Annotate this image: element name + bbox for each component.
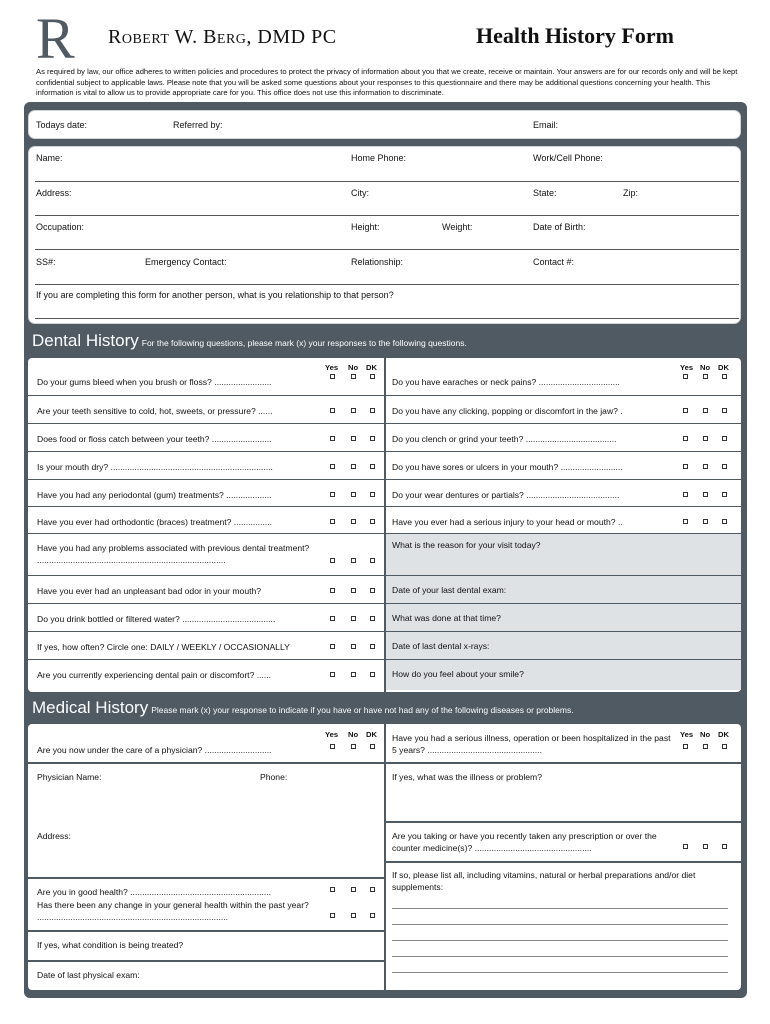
dob-label: Date of Birth: — [533, 222, 586, 232]
form-frame — [24, 102, 747, 998]
referred-by-label: Referred by: — [173, 120, 223, 130]
checkbox-no[interactable] — [703, 844, 708, 849]
checkbox-no[interactable] — [351, 464, 356, 469]
checkbox-dk[interactable] — [370, 374, 375, 379]
row-divider — [28, 451, 384, 452]
checkbox-dk[interactable] — [370, 492, 375, 497]
emergency-contact-label: Emergency Contact: — [145, 257, 227, 267]
checkbox-no[interactable] — [703, 492, 708, 497]
checkbox-yes[interactable] — [330, 436, 335, 441]
checkbox-dk[interactable] — [370, 887, 375, 892]
good-health-question: Are you in good health? ........................................................... — [37, 887, 272, 897]
work-phone-label: Work/Cell Phone: — [533, 153, 603, 163]
email-label: Email: — [533, 120, 559, 130]
todays-date-label: Todays date: — [36, 120, 88, 130]
logo-letter: R — [36, 12, 75, 62]
physician-phone-label: Phone: — [260, 772, 288, 782]
zip-label: Zip: — [623, 188, 639, 198]
medical-history-title: Medical History — [32, 698, 149, 717]
checkbox-yes[interactable] — [330, 616, 335, 621]
dental-open-question: Date of your last dental exam: — [392, 585, 507, 595]
last-physical-exam-label: Date of last physical exam: — [37, 970, 140, 980]
dental-history-title: Dental History — [32, 331, 139, 350]
hospitalized-question: Have you had a serious illness, operation or been hospitalized in the past 5 years? ................................................ — [392, 733, 671, 755]
row-divider — [386, 423, 741, 424]
medication-line[interactable] — [392, 956, 728, 957]
row-divider — [28, 479, 384, 480]
checkbox-dk[interactable] — [722, 744, 727, 749]
dk-header: DK — [366, 730, 377, 739]
dental-question-left: Have you had any problems associated with previous dental treatment? ............................................................................... — [37, 543, 310, 565]
privacy-notice: As required by law, our office adheres to written policies and procedures to protect the privacy of information about you that we create, receive or maintain. Your answers are for our records only and will be kept confidential subject to applicable laws. Please note that you will be asked some questions about your responses to this questionnaire and there may be additional questions concerning your health. This information is vital to allow us to provide appropriate care for you. This office does not use this information to discriminate. — [36, 67, 738, 97]
dental-question-right: Do your wear dentures or partials? ....................................... — [392, 490, 620, 500]
row-divider — [28, 659, 384, 660]
yes-header: Yes — [680, 730, 694, 739]
dk-header: DK — [718, 730, 729, 739]
dental-question-left: Do your gums bleed when you brush or floss? ........................ — [37, 377, 272, 387]
checkbox-no[interactable] — [703, 436, 708, 441]
weight-label: Weight: — [442, 222, 473, 232]
name-label: Name: — [36, 153, 63, 163]
checkbox-no[interactable] — [351, 436, 356, 441]
dental-question-left: Have you had any periodontal (gum) treatments? ................... — [37, 490, 272, 500]
dental-question-left: Have you ever had an unpleasant bad odor in your mouth? — [37, 586, 262, 596]
physician-care-question: Are you now under the care of a physician? ............................ — [37, 745, 272, 755]
yes-header: Yes — [325, 363, 339, 372]
home-phone-label: Home Phone: — [351, 153, 407, 163]
dental-question-left: Are your teeth sensitive to cold, hot, sweets, or pressure? ...... — [37, 406, 273, 416]
checkbox-yes[interactable] — [330, 492, 335, 497]
checkbox-dk[interactable] — [370, 436, 375, 441]
row-divider — [28, 533, 384, 534]
checkbox-yes[interactable] — [330, 588, 335, 593]
checkbox-yes[interactable] — [683, 374, 688, 379]
dental-open-question: What is the reason for your visit today? — [392, 540, 541, 550]
row-divider — [28, 506, 384, 507]
checkbox-dk[interactable] — [370, 464, 375, 469]
checkbox-no[interactable] — [351, 644, 356, 649]
dental-question-left: Is your mouth dry? .................................................................... — [37, 462, 273, 472]
practice-name: Robert W. Berg, DMD PC — [108, 26, 337, 48]
checkbox-no[interactable] — [351, 672, 356, 677]
checkbox-yes[interactable] — [683, 464, 688, 469]
checkbox-no[interactable] — [351, 374, 356, 379]
checkbox-yes[interactable] — [330, 558, 335, 563]
medication-line[interactable] — [392, 940, 728, 941]
checkbox-no[interactable] — [703, 408, 708, 413]
row-divider — [386, 479, 741, 480]
checkbox-dk[interactable] — [370, 616, 375, 621]
checkbox-no[interactable] — [703, 374, 708, 379]
checkbox-no[interactable] — [351, 744, 356, 749]
health-change-question: Has there been any change in your general health within the past year? ................................................................................ — [37, 900, 309, 922]
checkbox-yes[interactable] — [330, 408, 335, 413]
checkbox-yes[interactable] — [330, 887, 335, 892]
medication-line[interactable] — [392, 908, 728, 909]
checkbox-no[interactable] — [351, 616, 356, 621]
checkbox-dk[interactable] — [370, 644, 375, 649]
dental-question-left: If yes, how often? Circle one: DAILY / WEEKLY / OCCASIONALLY — [37, 642, 290, 652]
checkbox-no[interactable] — [351, 913, 356, 918]
checkbox-dk[interactable] — [370, 408, 375, 413]
yes-header: Yes — [680, 363, 694, 372]
checkbox-yes[interactable] — [683, 408, 688, 413]
dental-open-question: Date of last dental x-rays: — [392, 641, 490, 651]
checkbox-no[interactable] — [351, 588, 356, 593]
row-divider — [28, 631, 384, 632]
checkbox-dk[interactable] — [722, 519, 727, 524]
dental-question-right: Do you have any clicking, popping or discomfort in the jaw? . — [392, 406, 623, 416]
personal-info-box — [28, 146, 741, 324]
dental-question-right: Do you have sores or ulcers in your mouth? .......................... — [392, 462, 623, 472]
checkbox-yes[interactable] — [683, 844, 688, 849]
city-label: City: — [351, 188, 369, 198]
checkbox-yes[interactable] — [330, 464, 335, 469]
checkbox-dk[interactable] — [370, 519, 375, 524]
relationship-label: Relationship: — [351, 257, 404, 267]
dental-question-left: Are you currently experiencing dental pain or discomfort? ...... — [37, 670, 272, 680]
yes-header: Yes — [325, 730, 339, 739]
checkbox-yes[interactable] — [683, 744, 688, 749]
medical-history-grid — [28, 724, 741, 990]
checkbox-dk[interactable] — [722, 436, 727, 441]
top-info-box — [28, 110, 741, 139]
dk-header: DK — [718, 363, 729, 372]
illness-question: If yes, what was the illness or problem? — [392, 772, 542, 782]
row-divider — [28, 603, 384, 604]
dental-question-right: Do you clench or grind your teeth? ...................................... — [392, 434, 617, 444]
height-label: Height: — [351, 222, 380, 232]
dental-history-grid — [28, 358, 741, 692]
checkbox-dk[interactable] — [722, 464, 727, 469]
dental-open-question: What was done at that time? — [392, 613, 501, 623]
address-label: Address: — [36, 188, 72, 198]
checkbox-no[interactable] — [351, 887, 356, 892]
row-divider — [28, 423, 384, 424]
checkbox-dk[interactable] — [722, 408, 727, 413]
occupation-label: Occupation: — [36, 222, 85, 232]
no-header: No — [700, 730, 711, 739]
medical-history-heading — [32, 698, 574, 718]
physician-name-label: Physician Name: — [37, 772, 102, 782]
dental-question-left: Have you ever had orthodontic (braces) treatment? ................ — [37, 517, 273, 527]
checkbox-yes[interactable] — [330, 644, 335, 649]
form-title: Health History Form — [476, 23, 674, 48]
checkbox-yes[interactable] — [330, 672, 335, 677]
dental-question-left: Does food or floss catch between your teeth? ......................... — [37, 434, 272, 444]
checkbox-yes[interactable] — [683, 492, 688, 497]
practice-logo — [36, 12, 80, 62]
checkbox-dk[interactable] — [370, 558, 375, 563]
checkbox-dk[interactable] — [722, 492, 727, 497]
checkbox-dk[interactable] — [370, 588, 375, 593]
checkbox-dk[interactable] — [370, 672, 375, 677]
ssn-label: SS#: — [36, 257, 56, 267]
medical-history-subtitle: Please mark (x) your response to indicate if you have or have not had any of the following diseases or problems. — [151, 705, 574, 715]
checkbox-no[interactable] — [351, 519, 356, 524]
physician-address-label: Address: — [37, 831, 71, 841]
checkbox-yes[interactable] — [330, 744, 335, 749]
no-header: No — [700, 363, 711, 372]
row-divider — [386, 395, 741, 396]
medication-line[interactable] — [392, 972, 728, 973]
medicine-question: Are you taking or have you recently taken any prescription or over the counter medicine(s)? ................................................. — [392, 831, 657, 853]
checkbox-no[interactable] — [703, 464, 708, 469]
checkbox-no[interactable] — [351, 558, 356, 563]
medication-line[interactable] — [392, 924, 728, 925]
row-divider — [386, 506, 741, 507]
checkbox-no[interactable] — [703, 744, 708, 749]
checkbox-yes[interactable] — [330, 913, 335, 918]
dental-question-right: Do you have earaches or neck pains? .................................. — [392, 377, 620, 387]
dental-history-subtitle: For the following questions, please mark (x) your responses to the following questions. — [141, 338, 467, 348]
checkbox-no[interactable] — [703, 519, 708, 524]
checkbox-dk[interactable] — [370, 744, 375, 749]
dental-history-heading — [32, 331, 467, 351]
condition-question: If yes, what condition is being treated? — [37, 940, 184, 950]
dental-question-left: Do you drink bottled or filtered water? ....................................... — [37, 614, 276, 624]
checkbox-yes[interactable] — [330, 374, 335, 379]
no-header: No — [348, 730, 359, 739]
no-header: No — [348, 363, 359, 372]
dental-open-question: How do you feel about your smile? — [392, 669, 524, 679]
checkbox-yes[interactable] — [683, 436, 688, 441]
checkbox-no[interactable] — [351, 492, 356, 497]
checkbox-dk[interactable] — [722, 374, 727, 379]
row-divider — [28, 575, 384, 576]
checkbox-yes[interactable] — [330, 519, 335, 524]
contact-number-label: Contact #: — [533, 257, 575, 267]
dk-header: DK — [366, 363, 377, 372]
row-divider — [28, 395, 384, 396]
checkbox-dk[interactable] — [722, 844, 727, 849]
row-divider — [386, 451, 741, 452]
checkbox-no[interactable] — [351, 408, 356, 413]
checkbox-yes[interactable] — [683, 519, 688, 524]
checkbox-dk[interactable] — [370, 913, 375, 918]
other-person-label: If you are completing this form for another person, what is you relationship to that person? — [36, 290, 394, 300]
state-label: State: — [533, 188, 557, 198]
dental-question-right: Have you ever had a serious injury to your head or mouth? .. — [392, 517, 623, 527]
medication-list-question: If so, please list all, including vitamins, natural or herbal preparations and/or diet supplements: — [392, 870, 696, 892]
